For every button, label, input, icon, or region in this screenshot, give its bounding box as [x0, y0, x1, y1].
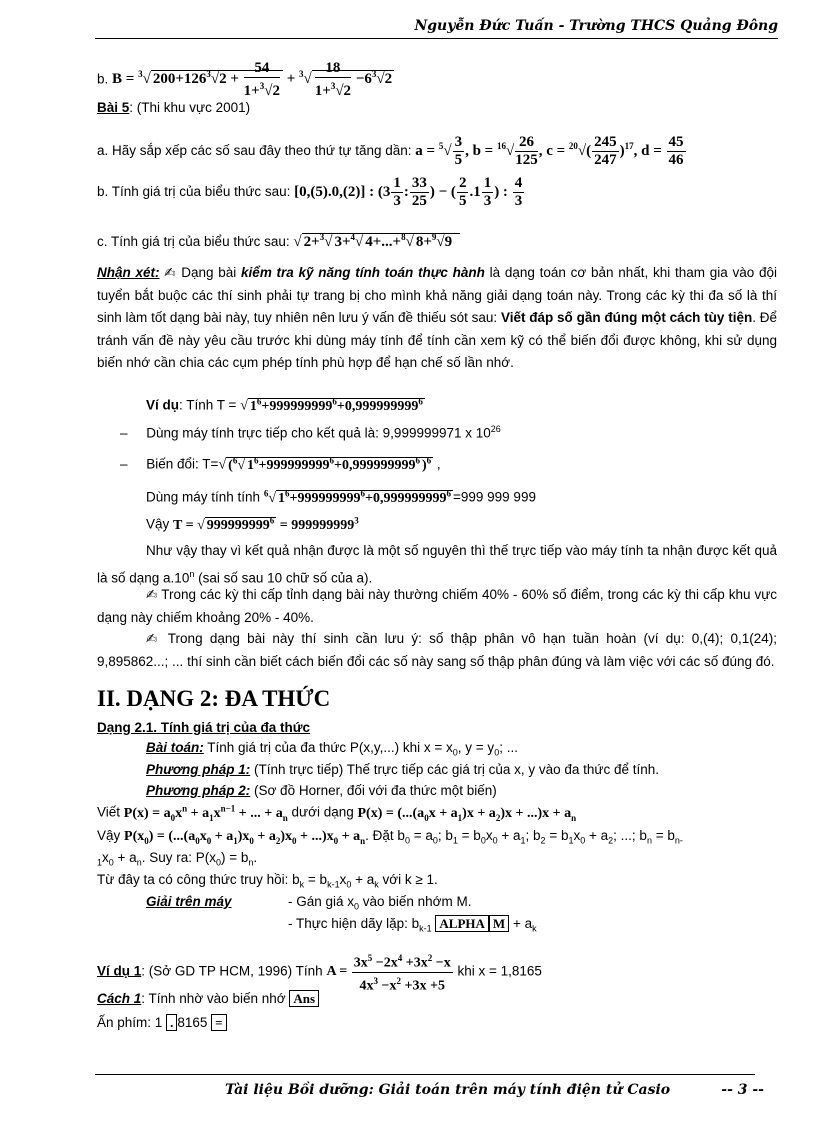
truy-hoi-text: Từ đây ta có công thức truy hồi: b — [97, 872, 300, 887]
dash2-text: Biến đổi: T= — [146, 456, 219, 472]
an-phim-line — [97, 1014, 227, 1031]
cach1-text: : Tính nhờ vào biến nhớ — [141, 991, 286, 1006]
question-a: a. Hãy sắp xếp các số sau đây theo thứ tự tăng dần: — [97, 142, 412, 158]
pp2-text: (Sơ đồ Horner, đối với đa thức một biến) — [250, 783, 497, 798]
subsection-title: Dạng 2.1. Tính giá trị của đa thức — [97, 720, 311, 735]
dash1-exp: 26 — [490, 424, 501, 434]
line-c-value: c. Tính giá trị của biểu thức sau: √ 2+$^3$√ 3+$^4$√ 4+...+$^8$√ 8+$^9$√9 — [97, 232, 460, 251]
p1-exp: n — [189, 568, 195, 579]
bai-toan-label: Bài toán: — [146, 740, 204, 755]
question-b: b. Tính giá trị của biểu thức sau: — [97, 183, 291, 199]
question-c: c. Tính giá trị của biểu thức sau: — [97, 234, 290, 249]
line-b-expression: b. B = $^3$√ $200+126^3√2$ + $\frac{54}{1+^3√2}$ + $^3$√ $\frac{18}{1+^3√2}$ $-6^3√2$ — [97, 60, 393, 99]
viet-text: Viết — [97, 804, 121, 820]
truy-hoi-line: Từ đây ta có công thức truy hồi: $b_k = b_{k-1}x_0 + a_k$ với k ≥ 1. — [97, 872, 438, 890]
pp1-label: Phương pháp 1: — [146, 762, 251, 777]
p2-text: Trong các kỳ thi cấp tỉnh dạng bài này thường chiếm 40% - 60% số điểm, trong các kỳ thi cấp khu vực dạng này chiếm khoảng 20% - 40%. — [97, 587, 777, 625]
vidu1-line: Ví dụ 1: (Sở GD TP HCM, 1996) Tính A = $\frac{3x^5 -2x^4 +3x^2 -x}{4x^3 -x^2 +3x +5}$ khi x = 1,8165 — [97, 950, 542, 994]
pp1-text: (Tính trực tiếp) Thế trực tiếp các giá trị của x, y vào đa thức để tính. — [250, 762, 659, 777]
label: b. — [97, 71, 109, 87]
vay-text: Vậy — [146, 516, 170, 532]
line-a-sort: a. Hãy sắp xếp các số sau đây theo thứ tự tăng dần: a = $^5$√ $\frac{3}{5}$ , b = $^{16}$√ $\frac{26}{125}$ , c = $^{20}$√( $\frac{245}{247}$ )$^{17}$, d = $\frac{45}{46}$ — [97, 134, 684, 168]
paragraph-2: ✍ Trong các kỳ thi cấp tỉnh dạng bài này thường chiếm 40% - 60% số điểm, trong các kỳ thi cấp khu vực dạng này chiếm khoảng 20% - 40%. — [97, 587, 777, 625]
suy-ra-line: $_1x_0 + a_n$. Suy ra: $P(x_0) = b_n$. — [97, 850, 258, 868]
giai-tren-may-line — [146, 894, 472, 912]
p1-end: (sai số sau 10 chữ số của a). — [194, 570, 373, 585]
line-b-value: b. Tính giá trị của biểu thức sau: [0,(5).0,(2)] : (3 $\frac{1}{3}$ : $\frac{33}{25}$ ) − ( $\frac{2}{5}$ .1 $\frac{1}{3}$ ) : $\frac{4}{3}$ — [97, 175, 523, 209]
nx-text-2: là dạng toán cơ bản nhất, khi tham gia vào đội tuyển bắt buộc các thí sinh phải tự trang bị cho mình khả năng giải dạng toán này. Trong các kỳ thi đa số là thí sinh làm tốt dạng bài này, tuy nhiên nên lưu ý vấn đề thiếu sót sau: — [97, 265, 778, 325]
pp2-line — [146, 783, 497, 798]
dat-text: . Đặt b — [365, 828, 405, 843]
paragraph-3: ✍ Trong dạng bài này thí sinh cần lưu ý: số thập phân vô hạn tuần hoàn (ví dụ: 0,(4); 0,1(24); 9,895862...; ... thí sinh cần biết cách biến đổi các số này sang số thập phân đúng và làm việc với các số đúng đó. — [97, 631, 778, 669]
thuc-text: - Thực hiện dãy lặp: b — [288, 916, 420, 931]
dung-text: Dùng máy tính tính — [146, 489, 261, 505]
dash-line-2: – Biến đổi: T=√ ($^6$√ $1^6+999999999^6+0,999999999^6$ )$^6$ , — [120, 455, 441, 473]
m-key: M — [489, 915, 509, 932]
nx-text-1: Dạng bài — [176, 265, 242, 280]
footer-rule — [95, 1074, 755, 1075]
ans-key: Ans — [289, 990, 319, 1007]
section-title: II. DẠNG 2: ĐA THỨC — [97, 686, 331, 711]
cach1-line — [97, 990, 319, 1007]
decimal-key: . — [166, 1014, 177, 1031]
bai5-source: : (Thi khu vực 2001) — [129, 100, 251, 115]
nx-emph-2: Viết đáp số gần đúng một cách tùy tiện — [500, 310, 753, 325]
dung-result: =999 999 999 — [453, 489, 536, 505]
nx-text-3: . Để tránh vấn đề này yêu cầu trước khi dùng máy tính để tính cần xem kỹ có thể biến đổi được không, khi sử dụng biến nhớ cần chia các cụm phép tính phù hợp để hạn chế số lần nhớ. — [97, 310, 778, 370]
thuc-hien-line: - Thực hiện dãy lặp: $b_{k-1}$ ALPHA $M + a_k$ — [288, 916, 537, 934]
dash-line-1: – Dùng máy tính trực tiếp cho kết quả là: 9,999999971 x $10^{26}$ — [120, 424, 501, 441]
gan-text: - Gán giá x — [288, 894, 355, 909]
p1-text: Như vậy thay vì kết quả nhận được là một số nguyên thì thế trực tiếp vào máy tính ta nhận được kết quả là số dạng a.10 — [97, 543, 777, 585]
gan-text-wrap: - Gán giá $x_0$ vào biến nhớm M. — [288, 894, 472, 912]
bai5-title: Bài 5 — [97, 100, 130, 115]
nhan-xet-label: Nhận xét: — [97, 265, 160, 280]
p3-text: Trong dạng bài này thí sinh cần lưu ý: số thập phân vô hạn tuần hoàn (ví dụ: 0,(4); 0,1(24); 9,895862...; ... thí sinh cần biết cách biến đổi các số này sang số thập phân đúng và làm việc với các số đúng đó. — [97, 631, 778, 669]
equals-key: = — [211, 1014, 226, 1031]
vidu1-src: : (Sở GD TP HCM, 1996) Tính — [141, 963, 323, 979]
vidu-text: : Tính T = — [179, 397, 237, 413]
header-rule — [95, 38, 778, 39]
vay-line: Vậy T = √ $999999999^6 = 999999999^3$ — [146, 515, 359, 533]
paragraph-1 — [97, 540, 777, 590]
dash1-text: Dùng máy tính trực tiếp cho kết quả là: 9,999999971 x 10 — [146, 425, 491, 441]
giai-label: Giải trên máy — [146, 894, 232, 909]
vay2-text: Vậy — [97, 828, 121, 843]
vidu1-label: Ví dụ 1 — [97, 963, 142, 979]
an-phim-digits: 8165 — [177, 1015, 208, 1030]
cach1-label: Cách 1 — [97, 991, 142, 1006]
gan-text2: vào biến nhớm M. — [359, 894, 472, 909]
vidu1-x: khi x = 1,8165 — [457, 963, 542, 979]
duoi-dang: dưới dạng — [291, 804, 354, 820]
dung-line: Dùng máy tính tính $^6$√ $1^6+999999999^6+0,999999999^6 =999$ 999 999 — [146, 488, 536, 506]
vay2-line: Vậy $P(x_0) = (...(a_0x_0 + a_1)x_0 + a_2)x_0 + ...)x_0 + a_n$. Đặt $b_0 = a_0$; $b_1 = b_0x_0 + a_1$; $b_2 = b_1x_0 + a_2$; ...; $b_n = b_{n-}$ — [97, 828, 683, 846]
vidu-line: Ví dụ: Tính T = √ $1^6+999999999^6+0,999999999^6$ — [146, 396, 423, 414]
bai5-heading — [97, 100, 250, 115]
pp2-label: Phương pháp 2: — [146, 783, 251, 798]
bai-toan-text: Tính giá trị của đa thức P(x,y,...) khi x = x — [203, 740, 453, 755]
nx-emph-1: kiểm tra kỹ năng tính toán thực hành — [241, 265, 485, 280]
vidu-label: Ví dụ — [146, 397, 179, 413]
nhan-xet-paragraph: Nhận xét: ✍ Dạng bài kiểm tra kỹ năng tính toán thực hành là dạng toán cơ bản nhất, khi tham gia vào đội tuyển bắt buộc các thí sinh phải tự trang bị cho mình khả năng giải dạng toán này. Trong các kỳ thi đa số là thí sinh làm tốt dạng bài này, tuy nhiên nên lưu ý vấn đề thiếu sót sau: Viết đáp số gần đúng một cách tùy tiện. Để tránh vấn đề này yêu cầu trước khi dùng máy tính để tính cần xem kỹ có thể biến đổi được không, khi sử dụng biến nhớ cần chia các cụm phép tính phù hợp để hạn chế số lần nhớ. — [97, 265, 778, 370]
footer-title: Tài liệu Bồi dưỡng: Giải toán trên máy tính điện tử Casio — [225, 1082, 671, 1098]
page-header: Nguyễn Đức Tuấn - Trường THCS Quảng Đông — [414, 18, 778, 34]
alpha-key: ALPHA — [435, 915, 489, 932]
page-number: -- 3 -- — [721, 1082, 764, 1098]
suy-ra-text: x — [102, 850, 109, 865]
an-phim-text: Ấn phím: 1 — [97, 1015, 163, 1030]
bai-toan-line: Bài toán: Tính giá trị của đa thức P(x,y,...) khi $x = x_0$, $y = y_0$; ... — [146, 740, 518, 758]
pp1-line — [146, 762, 659, 777]
viet-line: Viết $P(x) = a_0x^n + a_1x^{n-1}$ + ... + $a_n$ dưới dạng $P(x) = (...(a_0x + a_1)x + a_2)x + ...)x + a_n$ — [97, 803, 577, 823]
